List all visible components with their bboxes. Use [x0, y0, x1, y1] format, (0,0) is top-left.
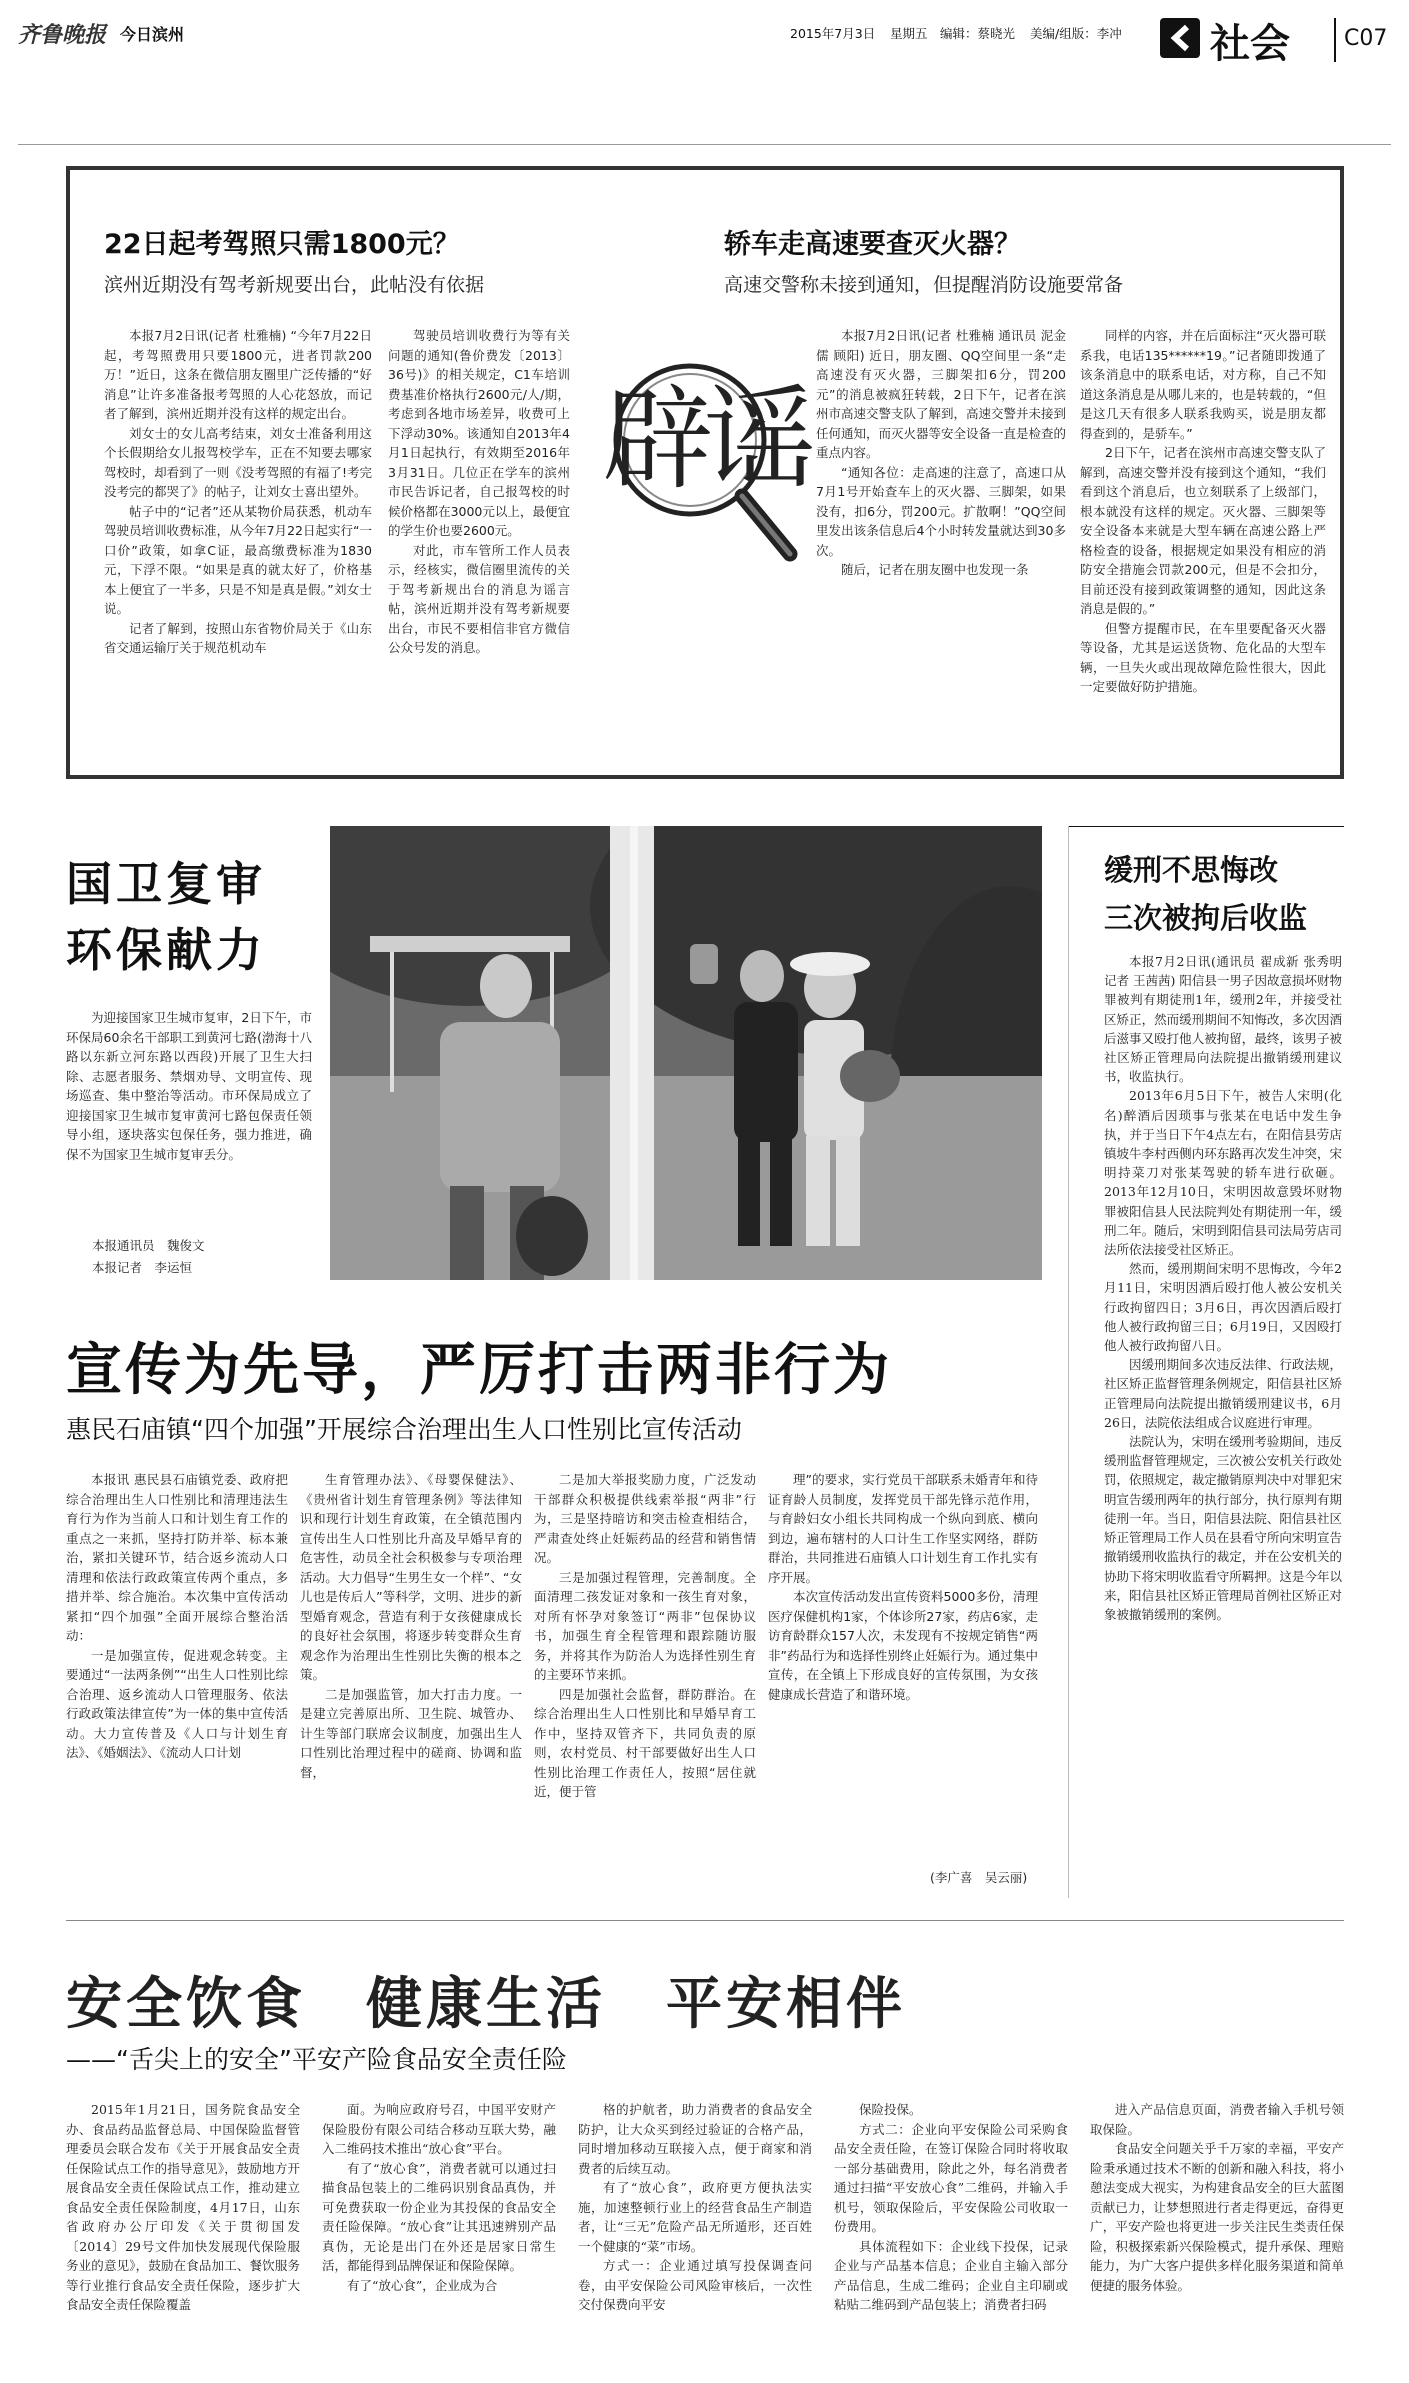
issue-date: 2015年7月3日 — [790, 26, 876, 41]
masthead — [0, 0, 1409, 80]
section-name: 社会 — [1210, 21, 1290, 67]
food-column-5: 进入产品信息页面，消费者输入手机号领取保险。 食品安全问题关乎千万家的幸福，平安产险秉承通过技术不断的创新和融入科技，将小憩法变成大视实，为构建食品安全的巨大蓝图贡献已力，让梦想照进行者走得更远，奋得更广，平安产险也将更进一步关注民生类责任保险，积极探索新兴保险模式，提升承保、理赔能力，为广大客户提供多样化服务渠道和简单便捷的服务体验。 — [1090, 2102, 1344, 2293]
probation-body: 本报7月2日讯(通讯员 翟成新 张秀明 记者 王茜茜) 阳信县一男子因故意损坏财物罪被判有期徒刑1年，缓刑2年，并接受社区矫正，然而缓刑期间不知悔改，多次因酒后滋事又殴打他人被拘留，最终，该男子被社区矫正管理局向法院提出撤销缓刑建议书，收监执行。 2013年6月5日下午，被告人宋明(化名)醉酒后因琐事与张某在电话中发生争执，并于当日下午4点左右，在阳信县劳店镇坡牛李村西侧内环东路再次发生冲突，宋明持菜刀对张某驾驶的轿车进行砍砸。2013年12月10日，宋明因故意毁坏财物罪被阳信县人民法院判处有期徒刑一年，缓刑二年。随后，宋明到阳信县司法局劳店司法所依法接受社区矫正。 然而，缓刑期间宋明不思悔改，今年2月11日，宋明因酒后殴打他人被公安机关行政拘留四日；3月6日，再次因酒后殴打他人被行政拘留三日；6月19日，又因殴打他人被行政拘留八日。 因缓刑期间多次违反法律、行政法规，社区矫正监督管理条例规定，阳信县社区矫正管理局向法院提出撤销缓刑建议书，6月26日，法院依法组成合议庭进行审理。 法院认为，宋明在缓刑考验期间，违反缓刑监督管理规定，三次被公安机关行政处罚，依照规定，裁定撤销原判决中对罪犯宋明宣告缓刑两年的执行部分，执行原判有期徒刑一年。当日，阳信县法院、阳信县社区矫正管理局工作人员在县看守所向宋明宣告撤销缓刑收监执行的裁定，并在公安机关的协助下将宋明收监看守所羁押。这是今年以来，阳信县社区矫正管理局首例社区矫正对象被撤销缓刑的案例。 — [1104, 954, 1342, 1622]
probation-side-rule — [1068, 826, 1069, 1898]
food-subheadline: ——“舌尖上的安全”平安产险食品安全责任险 — [66, 2045, 567, 2074]
probation-headline-1: 缓刑不思悔改 — [1104, 853, 1279, 887]
rumor-box — [66, 166, 1344, 779]
paper-name: 齐鲁晚报 — [18, 23, 107, 48]
masthead-rule — [18, 144, 1391, 145]
env-credit-2: 本报记者 李运恒 — [92, 1260, 193, 1275]
stamp-text: 辟谣 — [602, 375, 806, 505]
propaganda-column-3: 二是加大举报奖励力度，广泛发动干部群众积极提供线索举报“两非”行为，三是坚持暗访和突击检查相结合，严肃查处终止妊娠药品的经营和销售情况。 三是加强过程管理，完善制度。全面清理二孩发证对象和一孩生育对象，对所有怀孕对象签订“两非”包保协议书，加强生育全程管理和跟踪随访服务，并将其作为防治人为选择性别生育的主要环节来抓。 四是加强社会监督，群防群治。在综合治理出生人口性别比和早婚早育工作中，坚持双管齐下，共同负责的原则，农村党员、村干部要做好出生人口性别比治理工作责任人，按照“居住就近，便于管 — [534, 1472, 756, 1799]
env-headline-2: 环保献力 — [66, 923, 266, 977]
section-divider — [1334, 18, 1336, 62]
right-subheadline: 高速交警称未接到通知，但提醒消防设施要常备 — [724, 274, 1124, 296]
right-headline: 轿车走高速要查灭火器？ — [724, 229, 1021, 260]
food-column-2: 面。为响应政府号召，中国平安财产保险股份有限公司结合移动互联大势，融入二维码技术推出“放心食”平台。 有了“放心食”，消费者就可以通过扫描食品包装上的二维码识别食品真伪，并可免费获取一份企业为其投保的食品安全责任险保障。“放心食”让其迅速辨别产品真伪，无论是出门在外还是居家日常生活，都能得到品牌保证和保险保障。 有了“放心食”，企业成为合 — [322, 2102, 556, 2293]
section-badge-icon — [1160, 18, 1200, 58]
propaganda-column-4: 理”的要求，实行党员干部联系未婚青年和待证育龄人员制度，发挥党员干部先锋示范作用，与育龄妇女小组长共同构成一个纵向到底、横向到边，遍布辖村的人口计生工作坚实网络，群防群治，共同推进石庙镇人口计划生育工作扎实有序开展。 本次宣传活动发出宣传资料5000多份，清理医疗保健机构1家，个体诊所27家，药店6家，走访育龄群众157人次，未发现有不按规定销售“两非”药品行为和选择性别终止妊娠行为。通过集中宣传，在全镇上下形成良好的宣传氛围，为女孩健康成长营造了和谐环境。 — [768, 1472, 1038, 1702]
probation-headline-2: 三次被拘后收监 — [1104, 901, 1308, 935]
food-headline: 安全饮食 健康生活 平安相伴 — [66, 1972, 906, 2037]
env-body: 为迎接国家卫生城市复审，2日下午，市环保局60余名干部职工到黄河七路(渤海十八路以东新立河东路以西段)开展了卫生大扫除、志愿者服务、禁烟劝导、文明宣传、现场巡查、集中整治等活动。市环保局成立了迎接国家卫生城市复审黄河七路包保责任领导小组，逐块落实包保任务，强力推进，确保不为国家卫生城市复审丢分。 — [66, 1010, 312, 1162]
edition-name: 今日滨州 — [120, 25, 185, 44]
left-headline: 22日起考驾照只需1800元？ — [104, 229, 460, 260]
rumor-stamp — [582, 330, 806, 590]
propaganda-subheadline: 惠民石庙镇“四个加强”开展综合治理出生人口性别比宣传活动 — [66, 1415, 742, 1444]
probation-top-rule — [1068, 826, 1344, 827]
issue-weekday: 星期五 — [890, 26, 928, 41]
left-column-1: 本报7月2日讯(记者 杜雅楠) “今年7月22日起，考驾照费用只要1800元，进者罚款200万！”近日，这条在微信朋友圈里广泛传播的“好消息”让许多准备报考驾照的人心花怒放，而记者了解到，滨州近期并没有这样的规定出台。 刘女士的女儿高考结束，刘女士准备利用这个长假期给女儿报驾校学车，正在不知要去哪家驾校时，却看到了一则《没考驾照的有福了!考完没考完的都哭了》的帖子，让刘女士喜出望外。 帖子中的“记者”还从某物价局获悉，机动车驾驶员培训收费标准，从今年7月22日起实行“一口价”政策，如拿C证，最高缴费标准为1830元，下浮不限。“如果是真的就太好了，价格基本上便宜了一半多，只是不知是真是假。”刘女士说。 记者了解到，按照山东省物价局关于《山东省交通运输厅关于规范机动车 — [104, 328, 372, 655]
page-number: C07 — [1344, 26, 1388, 51]
propaganda-credit: (李广喜 吴云丽) — [930, 1870, 1028, 1885]
food-column-1: 2015年1月21日，国务院食品安全办、食品药品监督总局、中国保险监督管理委员会联合发布《关于开展食品安全责任保险试点工作的指导意见》，鼓励地方开展食品安全责任保险试点工作，推动建立食品安全责任保险制度，4月17日，山东省政府办公厅印发《关于贯彻国发〔2014〕29号文件加快发展现代保险服务业的意见》，鼓励在食品加工、餐饮服务等行业推行食品安全责任保险，逐步扩大食品安全责任保险覆盖 — [66, 2102, 300, 2312]
section-rule — [66, 1920, 1344, 1921]
right-column-1: 本报7月2日讯(记者 杜雅楠 通讯员 泥金儒 顾阳) 近日，朋友圈、QQ空间里一条“走高速没有灭火器，三脚架扣6分，罚200元”的消息被疯狂转载，2日下午，记者在滨州市高速交警支队了解到，高速交警并未接到任何通知，而灭火器等安全设备一直是检查的重点内容。 “通知各位：走高速的注意了，高速口从7月1号开始查车上的灭火器、三脚架，如果没有，扣6分，罚200元。扩散啊！”QQ空间里发出该条信息后4个小时转发量就达到30多次。 随后，记者在朋友圈中也发现一条 — [816, 328, 1067, 577]
env-photo — [330, 826, 1042, 1280]
designer-credit: 美编/组版：李冲 — [1030, 26, 1122, 41]
left-subheadline: 滨州近期没有驾考新规要出台，此帖没有依据 — [104, 274, 485, 296]
propaganda-headline: 宣传为先导，严厉打击两非行为 — [66, 1338, 892, 1403]
food-column-4: 保险投保。 方式二：企业向平安保险公司采购食品安全责任险，在签订保险合同时将收取一部分基础费用，除此之外，每名消费者通过扫描“平安放心食”二维码，并输入手机号，领取保险后，平安保险公司收取一份费用。 具体流程如下：企业线下投保，记录企业与产品基本信息；企业自主输入部分产品信息，生成二维码；企业自主印刷或粘贴二维码到产品包装上；消费者扫码 — [834, 2102, 1068, 2312]
env-headline-1: 国卫复审 — [66, 857, 266, 911]
propaganda-column-2: 生育管理办法》、《母婴保健法》、《贵州省计划生育管理条例》等法律知识和现行计划生育政策，在全镇范围内宣传出生人口性别比升高及早婚早育的危害性，动员全社会积极参与专项治理活动。大力倡导“生男生女一个样”、“女儿也是传后人”等科学，文明、进步的新型婚育观念，营造有利于女孩健康成长的良好社会氛围，将逐步转变群众生育观念作为治理出生性别比失衡的根本之策。 二是加强监管，加大打击力度。一是建立完善原出所、卫生院、城管办、计生等部门联席会议制度，加强出生人口性别比治理过程中的磋商、协调和监督， — [300, 1472, 522, 1780]
left-column-2: 驾驶员培训收费行为等有关问题的通知(鲁价费发〔2013〕36号)》的相关规定，C1车培训费基准价格执行2600元/人/期，考虑到各地市场差异，收费可上下浮动30%。该通知自2013年4月1日起执行，有效期至2016年3月31日。几位正在学车的滨州市民告诉记者，自己报驾校的时候价格都在3000元以上，最便宜的学生价也要2600元。 对此，市车管所工作人员表示，经核实，微信圈里流传的关于驾考新规出台的消息为谣言帖，滨州近期并没有驾考新规要出台，市民不要相信非官方微信公众号发的消息。 — [388, 328, 570, 655]
editor-credit: 编辑：蔡晓光 — [940, 26, 1016, 41]
propaganda-column-1: 本报讯 惠民县石庙镇党委、政府把综合治理出生人口性别比和清理违法生育行为作为当前人口和计划生育工作的重点之一来抓，坚持打防并举、标本兼治，紧扣关键环节，结合返乡流动人口清理和依法行政政策宣传两个重点，多措并举、综合施治。本次集中宣传活动紧扣“四个加强”全面开展综合整治活动： 一是加强宣传，促进观念转变。主要通过“一法两条例”“出生人口性别比综合治理、返乡流动人口管理服务、依法行政政策法律宣传”为一体的集中宣传活动。大力宣传普及《人口与计划生育法》、《婚姻法》、《流动人口计划 — [66, 1472, 288, 1760]
env-credit-1: 本报通讯员 魏俊文 — [92, 1238, 205, 1253]
right-column-2: 同样的内容，并在后面标注“灭火器可联系我，电话135******19。”记者随即拨通了该条消息中的联系电话，对方称，自己不知道这条消息是从哪儿来的，也是转载的，“但是这几天有很多人联系我购买，说是朋友都得查到的，是骄车。” 2日下午，记者在滨州市高速交警支队了解到，高速交警并没有接到这个通知，“我们看到这个消息后，也立刻联系了上级部门，根本就没有这样的规定。灭火器、三脚架等安全设备本来就是大型车辆在高速公路上严格检查的设备，根据规定如果没有相应的消防安全措施会罚款200元，但是不会扣分，目前还没有接到政策调整的通知，因此这条消息是假的。” 但警方提醒市民，在车里要配备灭火器等设备，尤其是运送货物、危化品的大型车辆，一旦失火或出现故障危险性很大，因此一定要做好防护措施。 — [1080, 328, 1326, 694]
food-column-3: 格的护航者，助力消费者的食品安全防护，让大众买到经过验证的合格产品，同时增加移动互联接入点，便于商家和消费者的后续互动。 有了“放心食”，政府更方便执法实施，加速整顿行业上的经营食品生产制造者，让“三无”危险产品无所遁形，还百姓一个健康的“菜”市场。 方式一：企业通过填写投保调查问卷，由平安保险公司风险审核后，一次性交付保费向平安 — [578, 2102, 812, 2312]
